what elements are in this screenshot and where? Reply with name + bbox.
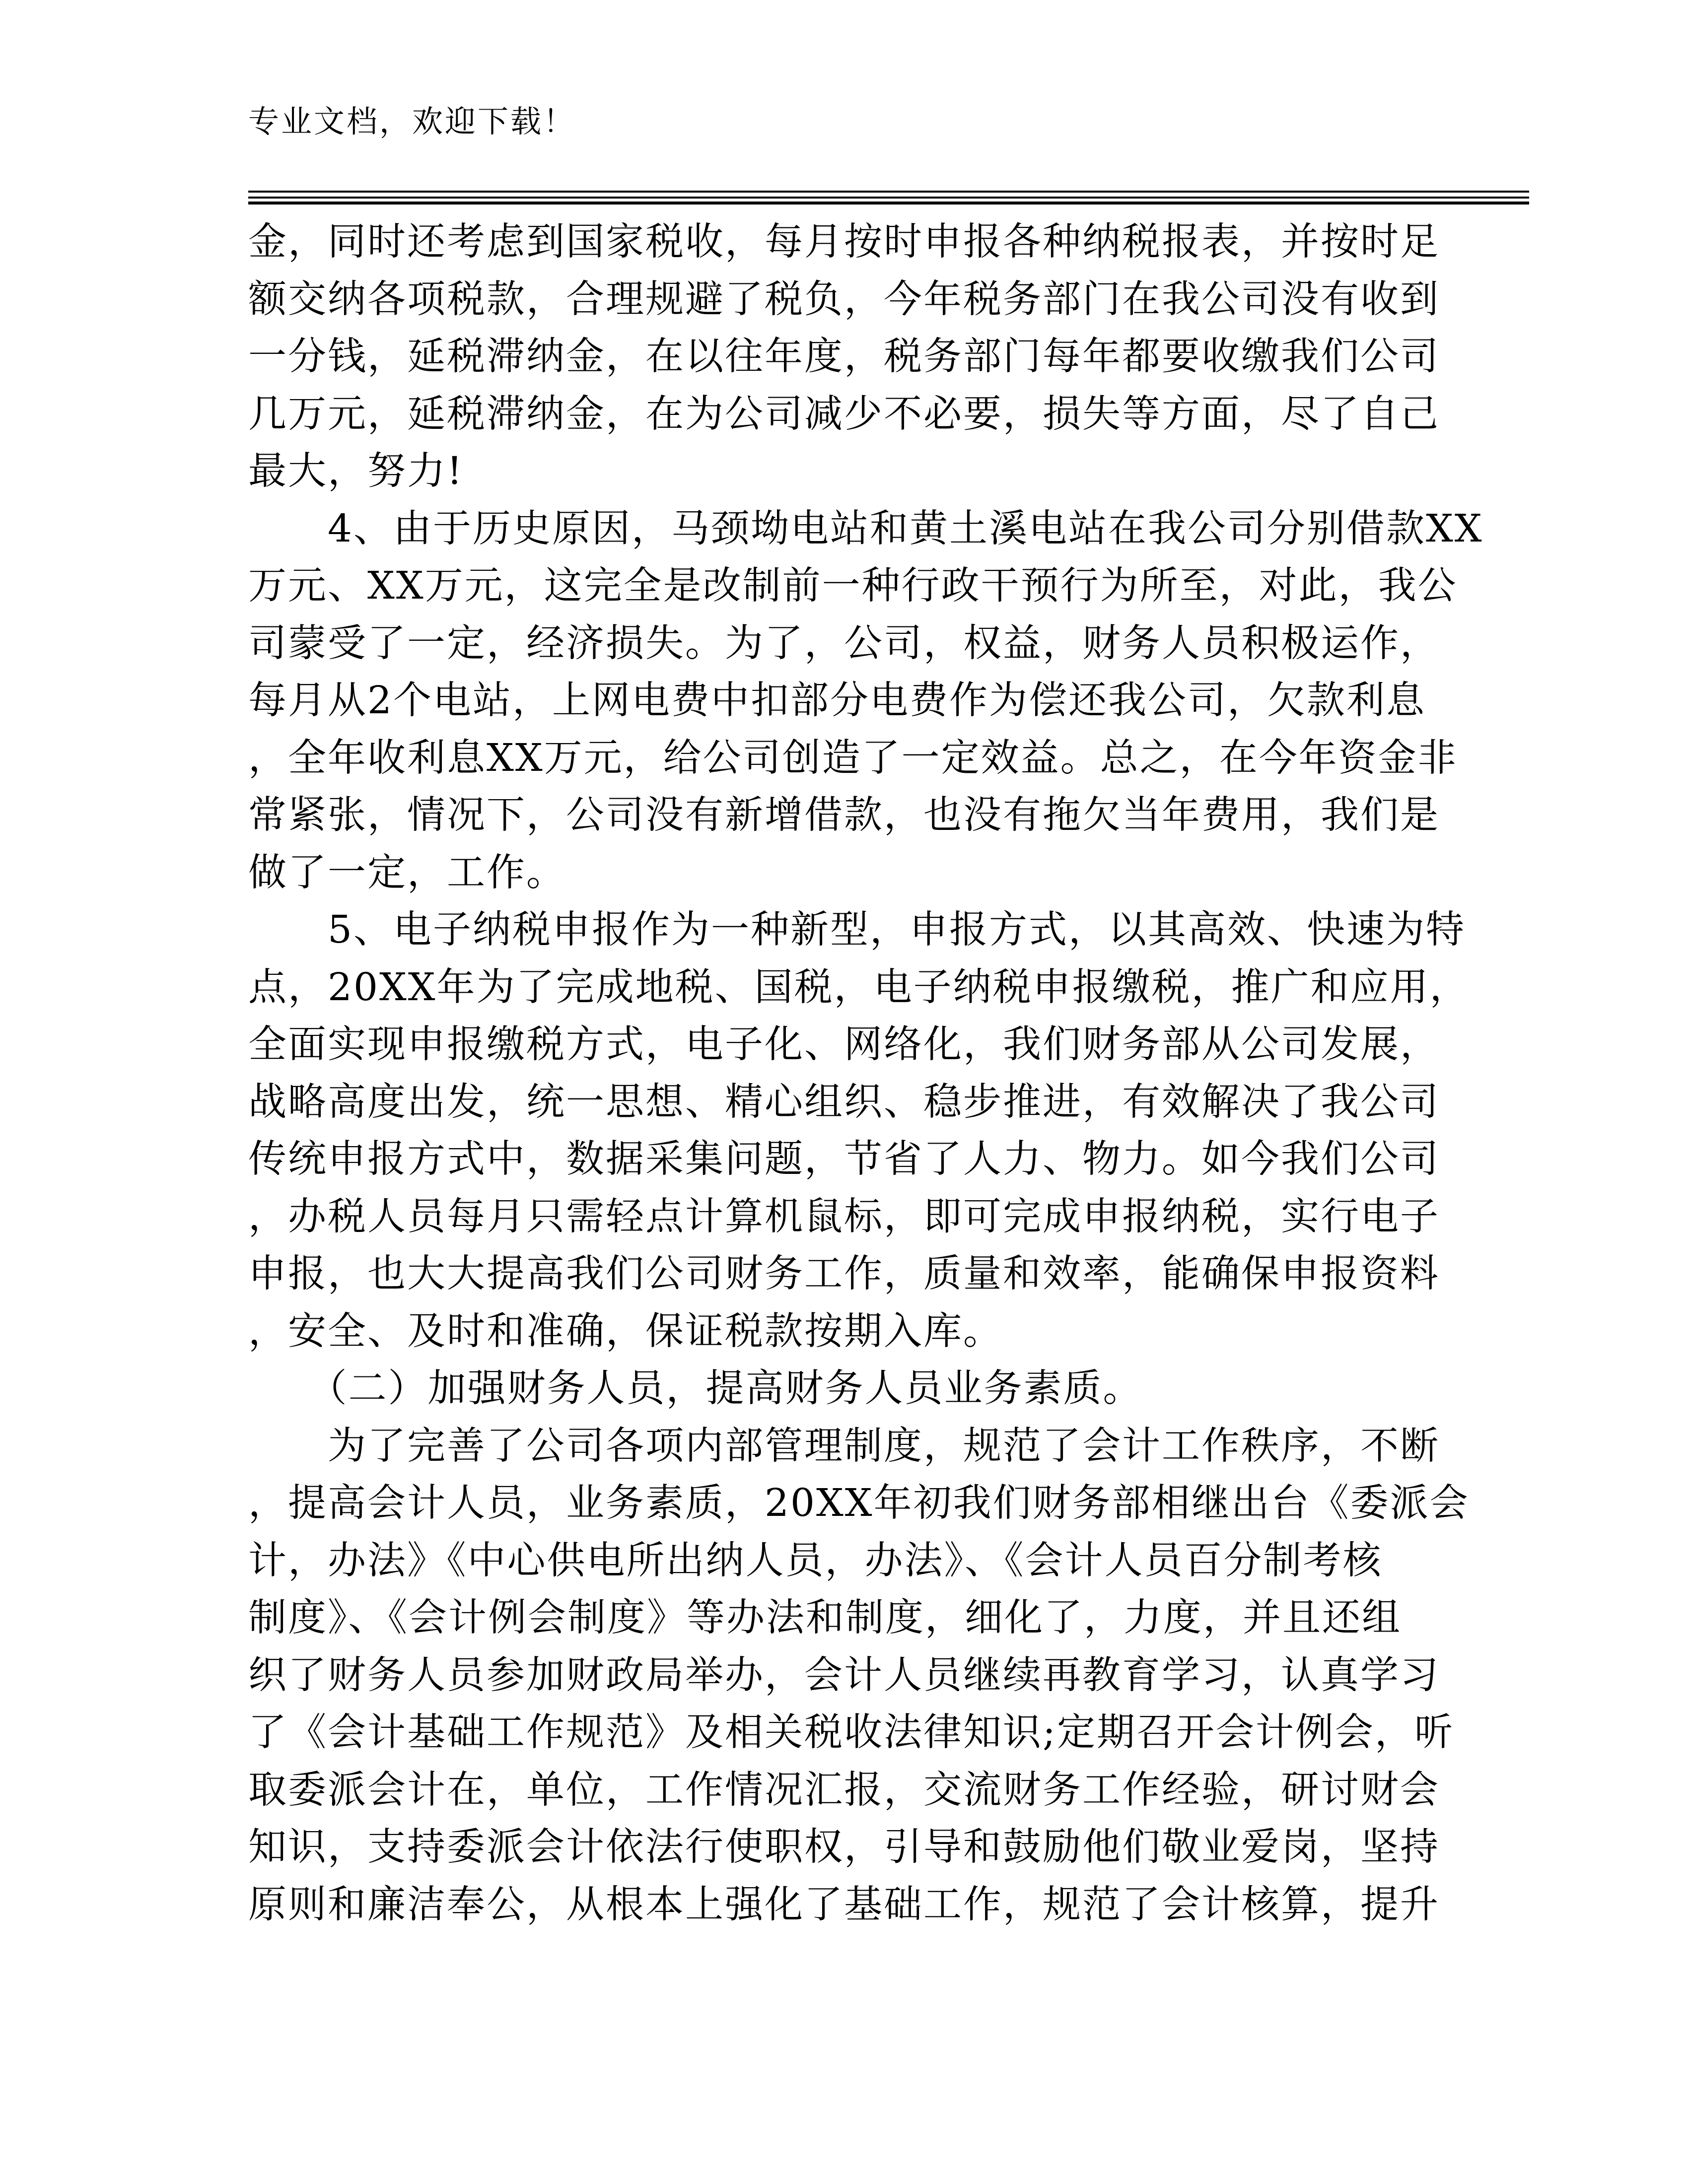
text-line: 点，20XX年为了完成地税、国税，电子纳税申报缴税，推广和应用， — [248, 965, 1470, 1010]
text-line: 申报，也大大提高我们公司财务工作，质量和效率，能确保申报资料 — [248, 1252, 1440, 1296]
text-line: （二）加强财务人员，提高财务人员业务素质。 — [248, 1366, 1143, 1411]
header-rule-bottom — [248, 202, 1529, 205]
text-line: 全面实现申报缴税方式，电子化、网络化，我们财务部从公司发展， — [248, 1023, 1440, 1067]
text-line: 原则和廉洁奉公，从根本上强化了基础工作，规范了会计核算，提升 — [248, 1882, 1440, 1927]
text-line: 金，同时还考虑到国家税收，每月按时申报各种纳税报表，并按时足 — [248, 220, 1440, 264]
text-line: ，提高会计人员，业务素质，20XX年初我们财务部相继出台《委派会 — [248, 1481, 1470, 1525]
text-line: ，办税人员每月只需轻点计算机鼠标，即可完成申报纳税，实行电子 — [248, 1194, 1440, 1239]
text-line: 4、由于历史原因，马颈坳电站和黄土溪电站在我公司分别借款XX — [248, 506, 1483, 551]
text-line: 万元、XX万元，这完全是改制前一种行政干预行为所至，对此，我公 — [248, 564, 1458, 608]
text-line: 几万元，延税滞纳金，在为公司减少不必要，损失等方面，尽了自己 — [248, 392, 1440, 436]
text-line: 为了完善了公司各项内部管理制度，规范了会计工作秩序，不断 — [248, 1424, 1440, 1468]
text-line: 取委派会计在，单位，工作情况汇报，交流财务工作经验，研讨财会 — [248, 1768, 1440, 1812]
text-line: 知识，支持委派会计依法行使职权，引导和鼓励他们敬业爱岗，坚持 — [248, 1825, 1440, 1869]
text-line: 传统申报方式中，数据采集问题，节省了人力、物力。如今我们公司 — [248, 1137, 1440, 1181]
text-line: 了《会计基础工作规范》及相关税收法律知识;定期召开会计例会，听 — [248, 1710, 1454, 1755]
text-line: 制度》、《会计例会制度》等办法和制度，细化了，力度，并且还组 — [248, 1596, 1402, 1640]
text-line: ，全年收利息XX万元，给公司创造了一定效益。总之，在今年资金非 — [248, 736, 1458, 780]
text-line: 做了一定，工作。 — [248, 850, 566, 895]
text-line: 每月从2个电站，上网电费中扣部分电费作为偿还我公司，欠款利息 — [248, 679, 1426, 723]
text-line: 5、电子纳税申报作为一种新型，申报方式，以其高效、快速为特 — [248, 908, 1466, 952]
text-line: 最大，努力! — [248, 449, 464, 493]
text-line: 计，办法》《中心供电所出纳人员，办法》、《会计人员百分制考核 — [248, 1538, 1383, 1583]
text-line: 一分钱，延税滞纳金，在以往年度，税务部门每年都要收缴我们公司 — [248, 335, 1440, 379]
text-line: 额交纳各项税款，合理规避了税负，今年税务部门在我公司没有收到 — [248, 277, 1440, 322]
page-header-text: 专业文档，欢迎下载！ — [248, 103, 576, 139]
text-line: 战略高度出发，统一思想、精心组织、稳步推进，有效解决了我公司 — [248, 1080, 1440, 1124]
header-rule-middle — [248, 197, 1529, 199]
text-line: 织了财务人员参加财政局举办，会计人员继续再教育学习，认真学习 — [248, 1653, 1440, 1698]
header-rule-top — [248, 191, 1529, 193]
text-line: ，安全、及时和准确，保证税款按期入库。 — [248, 1309, 1003, 1354]
text-line: 常紧张，情况下，公司没有新增借款，也没有拖欠当年费用，我们是 — [248, 793, 1440, 837]
document-body — [248, 213, 1483, 1933]
text-line: 司蒙受了一定，经济损失。为了，公司，权益，财务人员积极运作， — [248, 621, 1440, 666]
